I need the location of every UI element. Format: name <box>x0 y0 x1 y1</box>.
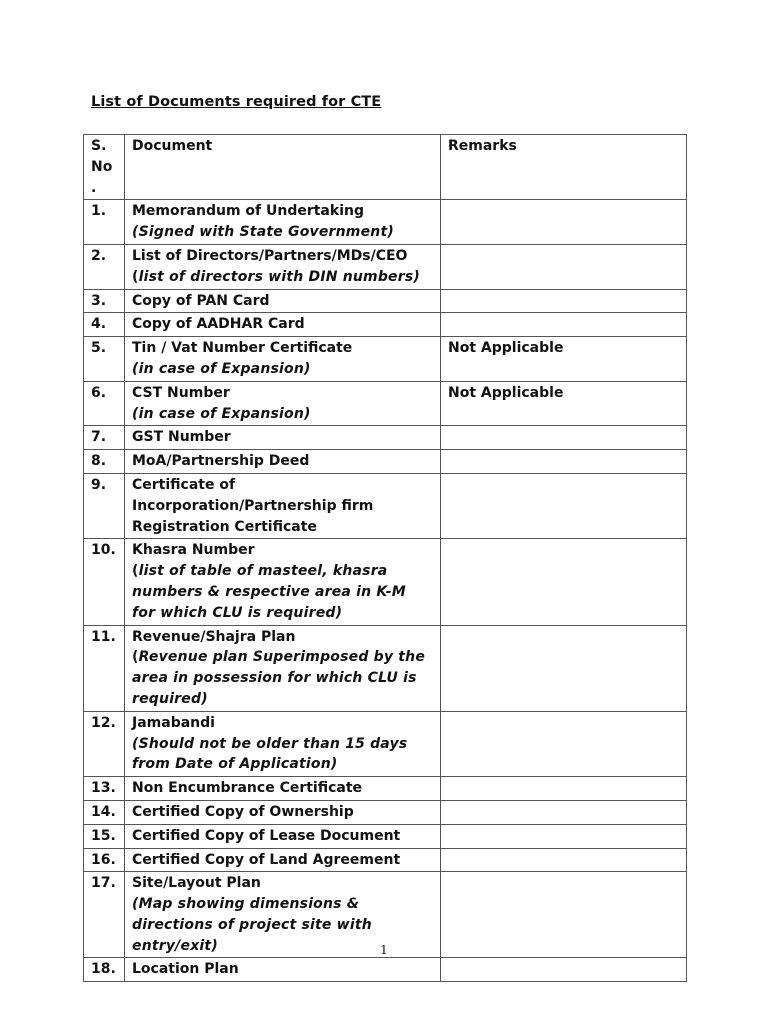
table-row <box>84 625 687 711</box>
row-remarks: Not Applicable <box>441 381 687 426</box>
row-remarks <box>441 848 687 872</box>
document-note <box>132 222 433 243</box>
document-name: Jamabandi <box>132 714 215 731</box>
document-name: Copy of PAN Card <box>132 292 270 309</box>
row-remarks <box>441 450 687 474</box>
row-remarks <box>441 244 687 289</box>
row-remarks <box>441 426 687 450</box>
row-document <box>125 800 441 824</box>
header-sno: S. No . <box>84 135 125 200</box>
row-number: 9. <box>84 473 125 538</box>
row-remarks <box>441 200 687 245</box>
document-name: Memorandum of Undertaking <box>132 203 364 220</box>
table-row <box>84 289 687 313</box>
table-row <box>84 824 687 848</box>
note-text: Revenue plan Superimposed by the area in possession for which CLU is required) <box>132 649 426 707</box>
table-row <box>84 313 687 337</box>
row-document <box>125 289 441 313</box>
row-document <box>125 337 441 382</box>
table-row <box>84 958 687 982</box>
row-number: 18. <box>84 958 125 982</box>
row-number: 10. <box>84 539 125 625</box>
table-row <box>84 848 687 872</box>
note-text: (in case of Expansion) <box>132 360 311 377</box>
note-text: (Signed with State Government) <box>132 224 394 241</box>
document-name: Non Encumbrance Certificate <box>132 780 363 797</box>
row-document <box>125 450 441 474</box>
row-document <box>125 824 441 848</box>
row-number: 12. <box>84 711 125 776</box>
row-number: 8. <box>84 450 125 474</box>
row-document <box>125 777 441 801</box>
row-remarks: Not Applicable <box>441 337 687 382</box>
document-name: Certificate of Incorporation/Partnership firm Registration Certificate <box>132 476 374 535</box>
row-remarks <box>441 625 687 711</box>
table-row <box>84 450 687 474</box>
row-document <box>125 426 441 450</box>
row-number: 3. <box>84 289 125 313</box>
row-remarks <box>441 958 687 982</box>
row-number: 1. <box>84 200 125 245</box>
row-document <box>125 539 441 625</box>
table-header-row <box>84 135 687 200</box>
row-document <box>125 200 441 245</box>
document-name: Location Plan <box>132 961 239 978</box>
document-name: Khasra Number <box>132 542 255 559</box>
note-bracket: ( <box>132 268 139 285</box>
row-number: 17. <box>84 872 125 958</box>
document-name: Revenue/Shajra Plan <box>132 628 296 645</box>
table-row <box>84 711 687 776</box>
document-name: Certified Copy of Land Agreement <box>132 851 401 868</box>
document-name: GST Number <box>132 429 231 446</box>
documents-table-body <box>84 135 687 982</box>
row-document <box>125 313 441 337</box>
row-remarks <box>441 313 687 337</box>
table-row <box>84 381 687 426</box>
document-name: Certified Copy of Lease Document <box>132 827 401 844</box>
row-number: 13. <box>84 777 125 801</box>
row-document <box>125 473 441 538</box>
document-note <box>132 359 433 380</box>
document-name: Site/Layout Plan <box>132 875 261 892</box>
note-text: (Should not be older than 15 days from Date of Application) <box>132 735 408 773</box>
table-row <box>84 539 687 625</box>
table-row <box>84 200 687 245</box>
note-text: (in case of Expansion) <box>132 405 311 422</box>
document-name: CST Number <box>132 384 230 401</box>
documents-table <box>83 134 687 982</box>
row-remarks <box>441 539 687 625</box>
row-remarks <box>441 289 687 313</box>
row-document <box>125 848 441 872</box>
document-note <box>132 734 433 776</box>
row-number: 16. <box>84 848 125 872</box>
document-name: List of Directors/Partners/MDs/CEO <box>132 247 408 264</box>
row-number: 5. <box>84 337 125 382</box>
note-text: list of directors with DIN numbers) <box>138 268 420 285</box>
row-document <box>125 244 441 289</box>
row-number: 14. <box>84 800 125 824</box>
row-remarks <box>441 777 687 801</box>
document-name: Copy of AADHAR Card <box>132 316 305 333</box>
table-row <box>84 473 687 538</box>
document-note <box>132 647 433 709</box>
note-bracket: ( <box>132 649 139 666</box>
note-bracket: ( <box>132 563 139 580</box>
row-number: 7. <box>84 426 125 450</box>
row-document <box>125 711 441 776</box>
row-number: 2. <box>84 244 125 289</box>
table-row <box>84 426 687 450</box>
row-number: 6. <box>84 381 125 426</box>
page-number: 1 <box>380 943 388 957</box>
row-document <box>125 958 441 982</box>
row-remarks <box>441 800 687 824</box>
row-remarks <box>441 711 687 776</box>
document-note <box>132 404 433 425</box>
table-row <box>84 800 687 824</box>
document-name: Certified Copy of Ownership <box>132 803 354 820</box>
header-remarks: Remarks <box>441 135 687 200</box>
document-note <box>132 267 433 288</box>
table-row <box>84 337 687 382</box>
row-number: 15. <box>84 824 125 848</box>
document-note <box>132 561 433 623</box>
row-document <box>125 381 441 426</box>
row-remarks <box>441 824 687 848</box>
note-text: list of table of masteel, khasra numbers & respective area in K-M for which CLU is required) <box>132 563 406 621</box>
row-number: 11. <box>84 625 125 711</box>
row-document <box>125 625 441 711</box>
document-title: List of Documents required for CTE <box>91 94 382 110</box>
table-row <box>84 244 687 289</box>
header-document: Document <box>125 135 441 200</box>
row-remarks <box>441 473 687 538</box>
row-number: 4. <box>84 313 125 337</box>
note-text: (Map showing dimensions & directions of project site with entry/exit) <box>132 896 372 954</box>
table-row <box>84 777 687 801</box>
document-name: MoA/Partnership Deed <box>132 453 310 470</box>
document-name: Tin / Vat Number Certificate <box>132 340 353 357</box>
